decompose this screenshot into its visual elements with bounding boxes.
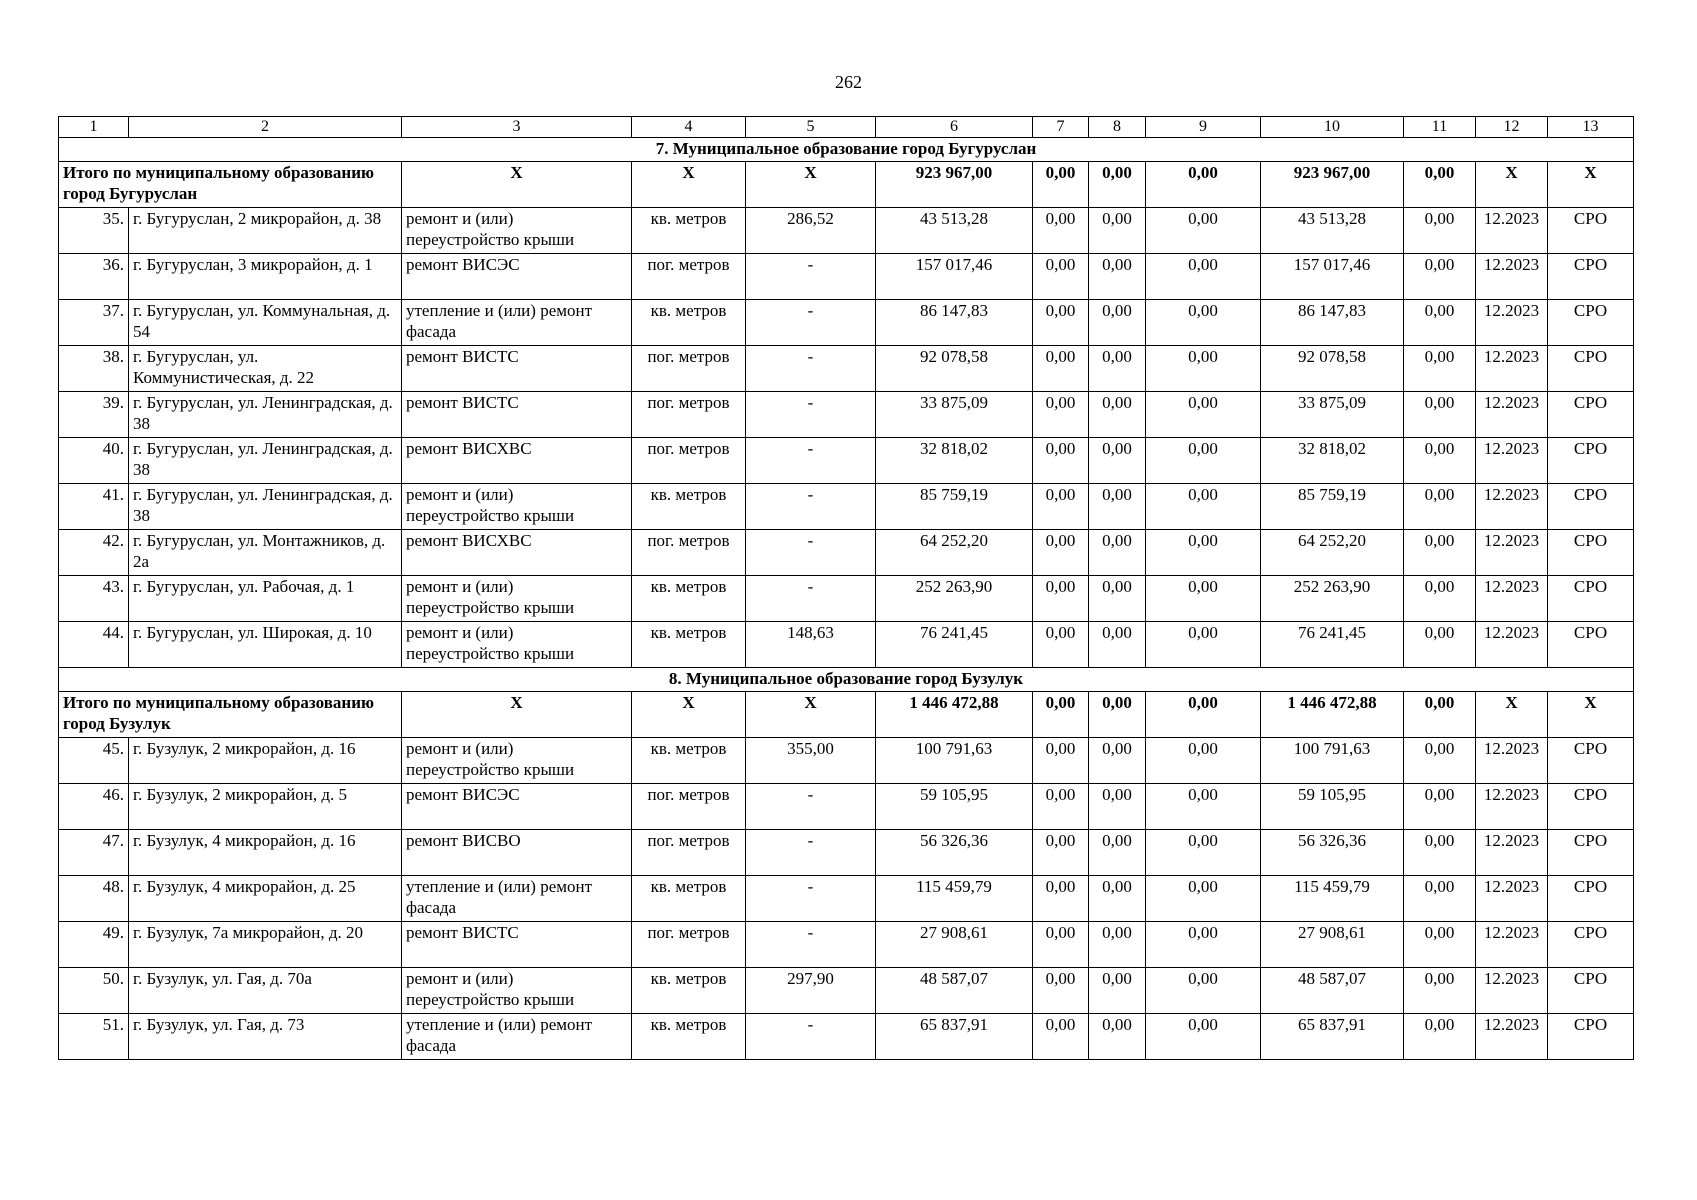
col10-cell: 92 078,58 bbox=[1261, 346, 1404, 392]
col10-cell: 65 837,91 bbox=[1261, 1014, 1404, 1060]
work-type-cell: ремонт ВИСЭС bbox=[402, 254, 632, 300]
date-cell: 12.2023 bbox=[1476, 622, 1548, 668]
row-number: 45. bbox=[59, 738, 129, 784]
work-type-cell: утепление и (или) ремонт фасада bbox=[402, 300, 632, 346]
row-number: 43. bbox=[59, 576, 129, 622]
address-cell: г. Бугуруслан, ул. Рабочая, д. 1 bbox=[129, 576, 402, 622]
quantity-cell: - bbox=[746, 576, 876, 622]
table-row bbox=[59, 254, 1634, 300]
work-type-cell: ремонт ВИСХВС bbox=[402, 438, 632, 484]
table-row bbox=[59, 784, 1634, 830]
col11-cell: 0,00 bbox=[1404, 830, 1476, 876]
cost-cell: 157 017,46 bbox=[876, 254, 1033, 300]
col7-cell: 0,00 bbox=[1033, 922, 1089, 968]
col7-cell: 0,00 bbox=[1033, 530, 1089, 576]
table-body bbox=[59, 117, 1634, 1060]
total-col9: 0,00 bbox=[1146, 692, 1261, 738]
unit-cell: пог. метров bbox=[632, 392, 746, 438]
col9-cell: 0,00 bbox=[1146, 784, 1261, 830]
table-row bbox=[59, 1014, 1634, 1060]
total-label: Итого по муниципальному образованию город Бузулук bbox=[59, 692, 402, 738]
col10-cell: 85 759,19 bbox=[1261, 484, 1404, 530]
col8-cell: 0,00 bbox=[1089, 830, 1146, 876]
date-cell: 12.2023 bbox=[1476, 392, 1548, 438]
col7-cell: 0,00 bbox=[1033, 300, 1089, 346]
address-cell: г. Бугуруслан, ул. Широкая, д. 10 bbox=[129, 622, 402, 668]
source-cell: СРО bbox=[1548, 1014, 1634, 1060]
address-cell: г. Бузулук, ул. Гая, д. 70а bbox=[129, 968, 402, 1014]
date-cell: 12.2023 bbox=[1476, 208, 1548, 254]
unit-cell: пог. метров bbox=[632, 922, 746, 968]
total-col11: 0,00 bbox=[1404, 162, 1476, 208]
address-cell: г. Бугуруслан, ул. Коммунистическая, д. 22 bbox=[129, 346, 402, 392]
quantity-cell: 297,90 bbox=[746, 968, 876, 1014]
row-number: 39. bbox=[59, 392, 129, 438]
col8-cell: 0,00 bbox=[1089, 576, 1146, 622]
address-cell: г. Бугуруслан, ул. Ленинградская, д. 38 bbox=[129, 392, 402, 438]
unit-cell: кв. метров bbox=[632, 876, 746, 922]
cost-cell: 33 875,09 bbox=[876, 392, 1033, 438]
column-number: 6 bbox=[876, 117, 1033, 138]
unit-cell: кв. метров bbox=[632, 1014, 746, 1060]
date-cell: 12.2023 bbox=[1476, 576, 1548, 622]
source-cell: СРО bbox=[1548, 830, 1634, 876]
col7-cell: 0,00 bbox=[1033, 484, 1089, 530]
quantity-cell: - bbox=[746, 876, 876, 922]
col9-cell: 0,00 bbox=[1146, 738, 1261, 784]
section-title: 8. Муниципальное образование город Бузулук bbox=[59, 668, 1634, 692]
table-row bbox=[59, 622, 1634, 668]
table-row bbox=[59, 438, 1634, 484]
address-cell: г. Бугуруслан, ул. Ленинградская, д. 38 bbox=[129, 484, 402, 530]
col11-cell: 0,00 bbox=[1404, 784, 1476, 830]
work-type-cell: ремонт и (или) переустройство крыши bbox=[402, 968, 632, 1014]
col9-cell: 0,00 bbox=[1146, 346, 1261, 392]
table-row bbox=[59, 738, 1634, 784]
table-row bbox=[59, 300, 1634, 346]
total-source: Х bbox=[1548, 162, 1634, 208]
col8-cell: 0,00 bbox=[1089, 784, 1146, 830]
col11-cell: 0,00 bbox=[1404, 208, 1476, 254]
cost-cell: 115 459,79 bbox=[876, 876, 1033, 922]
col10-cell: 100 791,63 bbox=[1261, 738, 1404, 784]
source-cell: СРО bbox=[1548, 530, 1634, 576]
col7-cell: 0,00 bbox=[1033, 830, 1089, 876]
total-work-type: Х bbox=[402, 692, 632, 738]
unit-cell: пог. метров bbox=[632, 830, 746, 876]
work-type-cell: ремонт и (или) переустройство крыши bbox=[402, 208, 632, 254]
cost-cell: 100 791,63 bbox=[876, 738, 1033, 784]
col8-cell: 0,00 bbox=[1089, 254, 1146, 300]
row-number: 40. bbox=[59, 438, 129, 484]
source-cell: СРО bbox=[1548, 346, 1634, 392]
col8-cell: 0,00 bbox=[1089, 346, 1146, 392]
source-cell: СРО bbox=[1548, 300, 1634, 346]
table-row bbox=[59, 208, 1634, 254]
unit-cell: кв. метров bbox=[632, 208, 746, 254]
column-number: 13 bbox=[1548, 117, 1634, 138]
row-number: 48. bbox=[59, 876, 129, 922]
unit-cell: пог. метров bbox=[632, 346, 746, 392]
col7-cell: 0,00 bbox=[1033, 784, 1089, 830]
col9-cell: 0,00 bbox=[1146, 968, 1261, 1014]
col11-cell: 0,00 bbox=[1404, 576, 1476, 622]
col10-cell: 56 326,36 bbox=[1261, 830, 1404, 876]
col7-cell: 0,00 bbox=[1033, 738, 1089, 784]
col11-cell: 0,00 bbox=[1404, 254, 1476, 300]
date-cell: 12.2023 bbox=[1476, 1014, 1548, 1060]
address-cell: г. Бугуруслан, ул. Коммунальная, д. 54 bbox=[129, 300, 402, 346]
cost-cell: 92 078,58 bbox=[876, 346, 1033, 392]
column-number: 12 bbox=[1476, 117, 1548, 138]
quantity-cell: 148,63 bbox=[746, 622, 876, 668]
row-number: 41. bbox=[59, 484, 129, 530]
col11-cell: 0,00 bbox=[1404, 300, 1476, 346]
col9-cell: 0,00 bbox=[1146, 922, 1261, 968]
table-row bbox=[59, 392, 1634, 438]
address-cell: г. Бугуруслан, ул. Монтажников, д. 2а bbox=[129, 530, 402, 576]
total-col7: 0,00 bbox=[1033, 692, 1089, 738]
date-cell: 12.2023 bbox=[1476, 784, 1548, 830]
col10-cell: 32 818,02 bbox=[1261, 438, 1404, 484]
quantity-cell: - bbox=[746, 830, 876, 876]
unit-cell: кв. метров bbox=[632, 622, 746, 668]
quantity-cell: - bbox=[746, 254, 876, 300]
col9-cell: 0,00 bbox=[1146, 576, 1261, 622]
date-cell: 12.2023 bbox=[1476, 830, 1548, 876]
col8-cell: 0,00 bbox=[1089, 922, 1146, 968]
work-type-cell: ремонт и (или) переустройство крыши bbox=[402, 484, 632, 530]
cost-cell: 43 513,28 bbox=[876, 208, 1033, 254]
col11-cell: 0,00 bbox=[1404, 968, 1476, 1014]
date-cell: 12.2023 bbox=[1476, 530, 1548, 576]
col11-cell: 0,00 bbox=[1404, 392, 1476, 438]
work-type-cell: ремонт и (или) переустройство крыши bbox=[402, 622, 632, 668]
cost-cell: 64 252,20 bbox=[876, 530, 1033, 576]
col9-cell: 0,00 bbox=[1146, 530, 1261, 576]
col11-cell: 0,00 bbox=[1404, 876, 1476, 922]
col10-cell: 43 513,28 bbox=[1261, 208, 1404, 254]
date-cell: 12.2023 bbox=[1476, 254, 1548, 300]
work-type-cell: ремонт и (или) переустройство крыши bbox=[402, 576, 632, 622]
total-col7: 0,00 bbox=[1033, 162, 1089, 208]
column-number: 8 bbox=[1089, 117, 1146, 138]
quantity-cell: - bbox=[746, 438, 876, 484]
cost-cell: 65 837,91 bbox=[876, 1014, 1033, 1060]
total-quantity: Х bbox=[746, 162, 876, 208]
date-cell: 12.2023 bbox=[1476, 738, 1548, 784]
date-cell: 12.2023 bbox=[1476, 300, 1548, 346]
col11-cell: 0,00 bbox=[1404, 1014, 1476, 1060]
column-number: 10 bbox=[1261, 117, 1404, 138]
cost-cell: 56 326,36 bbox=[876, 830, 1033, 876]
column-number: 9 bbox=[1146, 117, 1261, 138]
section-total-row bbox=[59, 162, 1634, 208]
col8-cell: 0,00 bbox=[1089, 1014, 1146, 1060]
source-cell: СРО bbox=[1548, 392, 1634, 438]
unit-cell: кв. метров bbox=[632, 576, 746, 622]
col10-cell: 86 147,83 bbox=[1261, 300, 1404, 346]
section-total-row bbox=[59, 692, 1634, 738]
source-cell: СРО bbox=[1548, 438, 1634, 484]
table-row bbox=[59, 922, 1634, 968]
address-cell: г. Бузулук, 4 микрорайон, д. 25 bbox=[129, 876, 402, 922]
col9-cell: 0,00 bbox=[1146, 208, 1261, 254]
col10-cell: 115 459,79 bbox=[1261, 876, 1404, 922]
source-cell: СРО bbox=[1548, 968, 1634, 1014]
total-col11: 0,00 bbox=[1404, 692, 1476, 738]
total-unit: Х bbox=[632, 162, 746, 208]
column-number: 1 bbox=[59, 117, 129, 138]
col10-cell: 252 263,90 bbox=[1261, 576, 1404, 622]
work-type-cell: ремонт ВИСВО bbox=[402, 830, 632, 876]
total-cost: 1 446 472,88 bbox=[876, 692, 1033, 738]
page-number: 262 bbox=[835, 72, 862, 92]
col7-cell: 0,00 bbox=[1033, 392, 1089, 438]
total-date: Х bbox=[1476, 692, 1548, 738]
address-cell: г. Бугуруслан, 3 микрорайон, д. 1 bbox=[129, 254, 402, 300]
work-type-cell: ремонт ВИСТС bbox=[402, 922, 632, 968]
section-title: 7. Муниципальное образование город Бугуруслан bbox=[59, 138, 1634, 162]
row-number: 46. bbox=[59, 784, 129, 830]
address-cell: г. Бугуруслан, 2 микрорайон, д. 38 bbox=[129, 208, 402, 254]
col9-cell: 0,00 bbox=[1146, 622, 1261, 668]
total-col8: 0,00 bbox=[1089, 162, 1146, 208]
row-number: 35. bbox=[59, 208, 129, 254]
col9-cell: 0,00 bbox=[1146, 1014, 1261, 1060]
row-number: 51. bbox=[59, 1014, 129, 1060]
source-cell: СРО bbox=[1548, 254, 1634, 300]
column-number: 4 bbox=[632, 117, 746, 138]
quantity-cell: 355,00 bbox=[746, 738, 876, 784]
source-cell: СРО bbox=[1548, 208, 1634, 254]
cost-cell: 86 147,83 bbox=[876, 300, 1033, 346]
table-row bbox=[59, 484, 1634, 530]
col8-cell: 0,00 bbox=[1089, 968, 1146, 1014]
quantity-cell: - bbox=[746, 1014, 876, 1060]
quantity-cell: - bbox=[746, 346, 876, 392]
cost-cell: 27 908,61 bbox=[876, 922, 1033, 968]
col8-cell: 0,00 bbox=[1089, 622, 1146, 668]
cost-cell: 48 587,07 bbox=[876, 968, 1033, 1014]
col10-cell: 59 105,95 bbox=[1261, 784, 1404, 830]
section-heading-row bbox=[59, 668, 1634, 692]
unit-cell: кв. метров bbox=[632, 968, 746, 1014]
cost-cell: 76 241,45 bbox=[876, 622, 1033, 668]
work-type-cell: ремонт ВИСТС bbox=[402, 392, 632, 438]
total-cost: 923 967,00 bbox=[876, 162, 1033, 208]
col7-cell: 0,00 bbox=[1033, 208, 1089, 254]
col11-cell: 0,00 bbox=[1404, 438, 1476, 484]
col9-cell: 0,00 bbox=[1146, 438, 1261, 484]
unit-cell: пог. метров bbox=[632, 438, 746, 484]
table-row bbox=[59, 346, 1634, 392]
date-cell: 12.2023 bbox=[1476, 922, 1548, 968]
total-unit: Х bbox=[632, 692, 746, 738]
total-col8: 0,00 bbox=[1089, 692, 1146, 738]
work-type-cell: ремонт и (или) переустройство крыши bbox=[402, 738, 632, 784]
work-type-cell: ремонт ВИСТС bbox=[402, 346, 632, 392]
col7-cell: 0,00 bbox=[1033, 254, 1089, 300]
col10-cell: 157 017,46 bbox=[1261, 254, 1404, 300]
col7-cell: 0,00 bbox=[1033, 622, 1089, 668]
source-cell: СРО bbox=[1548, 622, 1634, 668]
quantity-cell: - bbox=[746, 392, 876, 438]
col9-cell: 0,00 bbox=[1146, 876, 1261, 922]
col8-cell: 0,00 bbox=[1089, 738, 1146, 784]
work-type-cell: ремонт ВИСХВС bbox=[402, 530, 632, 576]
total-quantity: Х bbox=[746, 692, 876, 738]
total-col10: 1 446 472,88 bbox=[1261, 692, 1404, 738]
col10-cell: 48 587,07 bbox=[1261, 968, 1404, 1014]
col10-cell: 27 908,61 bbox=[1261, 922, 1404, 968]
unit-cell: кв. метров bbox=[632, 738, 746, 784]
row-number: 44. bbox=[59, 622, 129, 668]
column-number-row bbox=[59, 117, 1634, 138]
source-cell: СРО bbox=[1548, 876, 1634, 922]
work-type-cell: утепление и (или) ремонт фасада bbox=[402, 1014, 632, 1060]
quantity-cell: - bbox=[746, 300, 876, 346]
address-cell: г. Бузулук, 7а микрорайон, д. 20 bbox=[129, 922, 402, 968]
col8-cell: 0,00 bbox=[1089, 300, 1146, 346]
unit-cell: пог. метров bbox=[632, 530, 746, 576]
table-row bbox=[59, 576, 1634, 622]
total-work-type: Х bbox=[402, 162, 632, 208]
col11-cell: 0,00 bbox=[1404, 738, 1476, 784]
work-type-cell: ремонт ВИСЭС bbox=[402, 784, 632, 830]
row-number: 50. bbox=[59, 968, 129, 1014]
cost-cell: 59 105,95 bbox=[876, 784, 1033, 830]
col7-cell: 0,00 bbox=[1033, 346, 1089, 392]
col11-cell: 0,00 bbox=[1404, 622, 1476, 668]
cost-cell: 32 818,02 bbox=[876, 438, 1033, 484]
col11-cell: 0,00 bbox=[1404, 922, 1476, 968]
cost-cell: 252 263,90 bbox=[876, 576, 1033, 622]
col7-cell: 0,00 bbox=[1033, 968, 1089, 1014]
source-cell: СРО bbox=[1548, 922, 1634, 968]
row-number: 42. bbox=[59, 530, 129, 576]
total-col10: 923 967,00 bbox=[1261, 162, 1404, 208]
address-cell: г. Бузулук, 2 микрорайон, д. 5 bbox=[129, 784, 402, 830]
col8-cell: 0,00 bbox=[1089, 438, 1146, 484]
col8-cell: 0,00 bbox=[1089, 392, 1146, 438]
quantity-cell: 286,52 bbox=[746, 208, 876, 254]
date-cell: 12.2023 bbox=[1476, 968, 1548, 1014]
col8-cell: 0,00 bbox=[1089, 530, 1146, 576]
source-cell: СРО bbox=[1548, 738, 1634, 784]
date-cell: 12.2023 bbox=[1476, 438, 1548, 484]
table-row bbox=[59, 830, 1634, 876]
capital-repair-table bbox=[58, 116, 1634, 1060]
col10-cell: 64 252,20 bbox=[1261, 530, 1404, 576]
col7-cell: 0,00 bbox=[1033, 438, 1089, 484]
date-cell: 12.2023 bbox=[1476, 346, 1548, 392]
column-number: 7 bbox=[1033, 117, 1089, 138]
col7-cell: 0,00 bbox=[1033, 576, 1089, 622]
col10-cell: 76 241,45 bbox=[1261, 622, 1404, 668]
row-number: 38. bbox=[59, 346, 129, 392]
table-row bbox=[59, 876, 1634, 922]
source-cell: СРО bbox=[1548, 784, 1634, 830]
col9-cell: 0,00 bbox=[1146, 830, 1261, 876]
row-number: 36. bbox=[59, 254, 129, 300]
table-row bbox=[59, 968, 1634, 1014]
section-heading-row bbox=[59, 138, 1634, 162]
col9-cell: 0,00 bbox=[1146, 392, 1261, 438]
address-cell: г. Бузулук, ул. Гая, д. 73 bbox=[129, 1014, 402, 1060]
date-cell: 12.2023 bbox=[1476, 876, 1548, 922]
address-cell: г. Бузулук, 4 микрорайон, д. 16 bbox=[129, 830, 402, 876]
row-number: 37. bbox=[59, 300, 129, 346]
address-cell: г. Бугуруслан, ул. Ленинградская, д. 38 bbox=[129, 438, 402, 484]
unit-cell: пог. метров bbox=[632, 784, 746, 830]
total-date: Х bbox=[1476, 162, 1548, 208]
total-col9: 0,00 bbox=[1146, 162, 1261, 208]
col8-cell: 0,00 bbox=[1089, 876, 1146, 922]
quantity-cell: - bbox=[746, 784, 876, 830]
unit-cell: кв. метров bbox=[632, 300, 746, 346]
col8-cell: 0,00 bbox=[1089, 208, 1146, 254]
column-number: 2 bbox=[129, 117, 402, 138]
cost-cell: 85 759,19 bbox=[876, 484, 1033, 530]
column-number: 5 bbox=[746, 117, 876, 138]
total-source: Х bbox=[1548, 692, 1634, 738]
total-label: Итого по муниципальному образованию город Бугуруслан bbox=[59, 162, 402, 208]
column-number: 3 bbox=[402, 117, 632, 138]
row-number: 47. bbox=[59, 830, 129, 876]
col7-cell: 0,00 bbox=[1033, 1014, 1089, 1060]
col7-cell: 0,00 bbox=[1033, 876, 1089, 922]
quantity-cell: - bbox=[746, 530, 876, 576]
col9-cell: 0,00 bbox=[1146, 254, 1261, 300]
col11-cell: 0,00 bbox=[1404, 346, 1476, 392]
row-number: 49. bbox=[59, 922, 129, 968]
col11-cell: 0,00 bbox=[1404, 530, 1476, 576]
quantity-cell: - bbox=[746, 922, 876, 968]
col10-cell: 33 875,09 bbox=[1261, 392, 1404, 438]
col9-cell: 0,00 bbox=[1146, 484, 1261, 530]
source-cell: СРО bbox=[1548, 484, 1634, 530]
col8-cell: 0,00 bbox=[1089, 484, 1146, 530]
unit-cell: кв. метров bbox=[632, 484, 746, 530]
address-cell: г. Бузулук, 2 микрорайон, д. 16 bbox=[129, 738, 402, 784]
unit-cell: пог. метров bbox=[632, 254, 746, 300]
column-number: 11 bbox=[1404, 117, 1476, 138]
col9-cell: 0,00 bbox=[1146, 300, 1261, 346]
col11-cell: 0,00 bbox=[1404, 484, 1476, 530]
table-row bbox=[59, 530, 1634, 576]
work-type-cell: утепление и (или) ремонт фасада bbox=[402, 876, 632, 922]
date-cell: 12.2023 bbox=[1476, 484, 1548, 530]
source-cell: СРО bbox=[1548, 576, 1634, 622]
quantity-cell: - bbox=[746, 484, 876, 530]
